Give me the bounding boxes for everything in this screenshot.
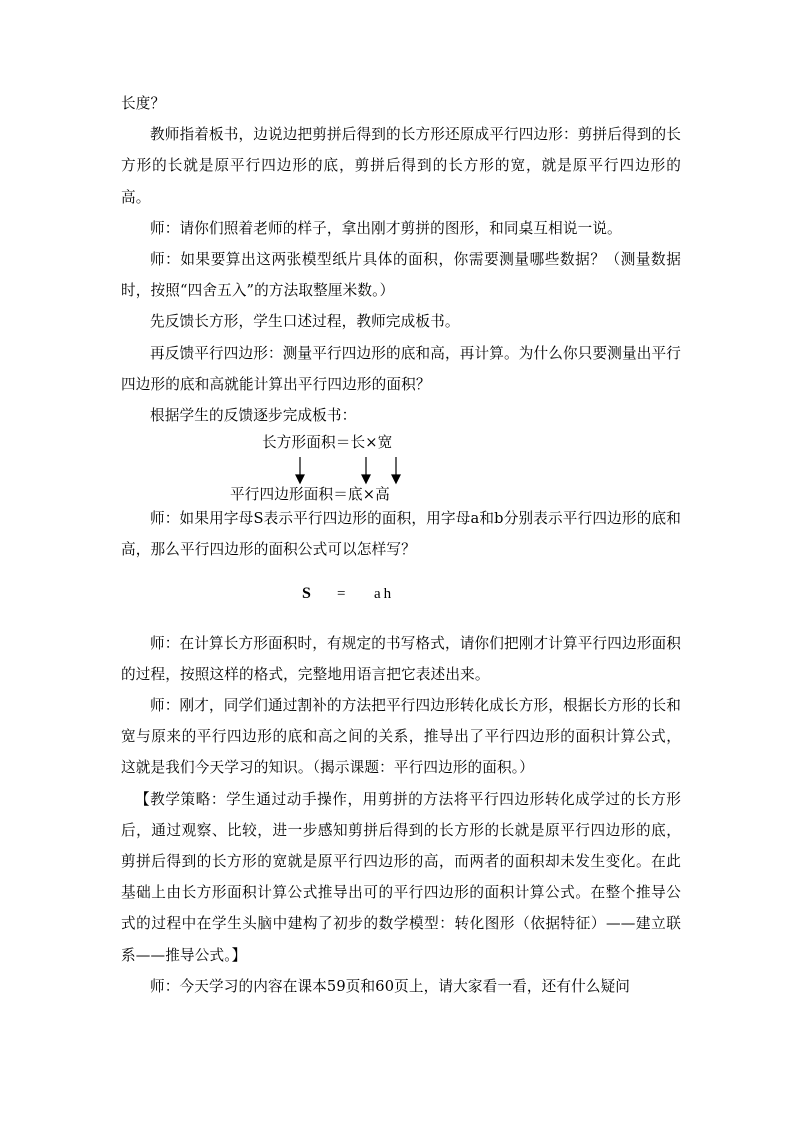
paragraph-letter-formula-question: 师：如果用字母S表示平行四边形的面积，用字母a和b分别表示平行四边形的底和高，那么平行四边形的面积公式可以怎样写？: [121, 510, 681, 559]
letter-formula: [121, 566, 681, 628]
paragraph-textbook-pages: 师：今天学习的内容在课本59页和60页上，请大家看一看，还有什么疑问: [150, 977, 631, 995]
arrow-down-icon: [392, 457, 400, 483]
paragraph-teacher-board: 教师指着板书，边说边把剪拼后得到的长方形还原成平行四边形：剪拼后得到的长方形的长就是原平行四边形的底，剪拼后得到的长方形的宽，就是原平行四边形的高。: [121, 126, 681, 206]
paragraph-board-steps: 根据学生的反馈逐步完成板书：: [150, 407, 357, 425]
formula-arrows: [121, 455, 681, 485]
paragraph-writing-format: 师：在计算长方形面积时，有规定的书写格式，请你们把刚才计算平行四边形面积的过程，按照这样的格式，完整地用语言把它表述出来。: [121, 634, 681, 683]
paragraph-length: 长度？: [121, 95, 166, 112]
paragraph-parallelogram-feedback: 再反馈平行四边形：测量平行四边形的底和高，再计算。为什么你只要测量出平行四边形的底和高就能计算出平行四边形的面积？: [121, 344, 681, 393]
board-formula: [121, 431, 681, 503]
rectangle-area-formula: 长方形面积＝长×宽: [262, 434, 393, 452]
paragraph-pair-discussion: 师：请你们照着老师的样子，拿出刚才剪拼的图形，和同桌互相说一说。: [150, 219, 622, 237]
arrow-down-icon: [296, 457, 304, 483]
document-body: [121, 88, 681, 1002]
paragraph-teaching-strategy: 【教学策略：学生通过动手操作，用剪拼的方法将平行四边形转化成学过的长方形后，通过观察、比较，进一步感知剪拼后得到的长方形的长就是原平行四边形的底，剪拼后得到的长方形的宽就是原平行四边形的高，而两者的面积却未发生变化。在此基础上由长方形面积计算公式推导出可的平行四边形的面积计算公式。在整个推导公式的过程中在学生头脑中建构了初步的数学模型：转化图形（依据特征）——建立联系——推导公式。】: [121, 790, 681, 964]
formula-equals: =: [337, 585, 346, 602]
formula-symbol-s: S: [302, 584, 312, 602]
formula-rhs: ah: [374, 585, 395, 602]
paragraph-measure-question: 师：如果要算出这两张模型纸片具体的面积，你需要测量哪些数据？（测量数据时，按照“四舍五入”的方法取整厘米数。）: [121, 251, 681, 300]
parallelogram-area-formula: 平行四边形面积＝底×高: [230, 486, 390, 504]
paragraph-rectangle-feedback: 先反馈长方形，学生口述过程，教师完成板书。: [150, 313, 460, 331]
paragraph-summary: 师：刚才，同学们通过割补的方法把平行四边形转化成长方形，根据长方形的长和宽与原来的平行四边形的底和高之间的关系，推导出了平行四边形的面积计算公式，这就是我们今天学习的知识。（揭示课题：平行四边形的面积。）: [121, 697, 681, 777]
arrow-down-icon: [362, 457, 370, 483]
